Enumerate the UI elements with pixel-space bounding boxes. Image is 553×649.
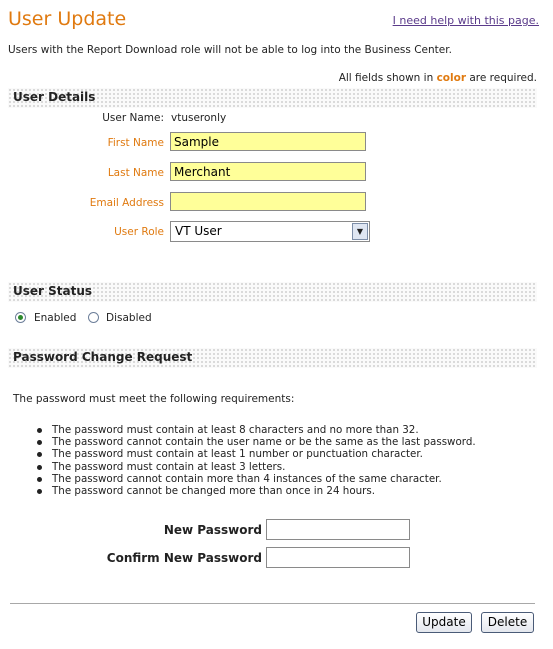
user-status-header xyxy=(8,282,537,302)
requirements-intro: The password must meet the following requirements: xyxy=(13,393,295,405)
radio-enabled-icon[interactable] xyxy=(15,312,26,323)
requirements-list xyxy=(36,424,476,497)
list-item: The password must contain at least 8 characters and no more than 32. xyxy=(36,424,476,436)
password-heading: Password Change Request xyxy=(13,350,193,364)
new-password-label: New Password xyxy=(163,523,262,537)
enabled-label[interactable]: Enabled xyxy=(34,312,77,324)
first-name-label: First Name xyxy=(107,137,164,149)
required-note xyxy=(339,72,537,84)
confirm-password-field[interactable] xyxy=(266,547,410,568)
chevron-down-icon[interactable]: ▼ xyxy=(352,223,368,240)
list-item: The password cannot contain more than 4 instances of the same character. xyxy=(36,473,476,485)
last-name-label: Last Name xyxy=(107,167,164,179)
email-label: Email Address xyxy=(89,197,164,209)
email-field[interactable] xyxy=(170,192,366,211)
list-item: The password cannot contain the user name or be the same as the last password. xyxy=(36,436,476,448)
first-name-field[interactable] xyxy=(170,132,366,151)
last-name-field[interactable] xyxy=(170,162,366,181)
required-note-prefix: All fields shown in xyxy=(338,72,437,84)
help-link[interactable]: I need help with this page. xyxy=(392,14,539,27)
list-item: The password cannot be changed more than once in 24 hours. xyxy=(36,485,476,497)
username-label: User Name: xyxy=(102,112,164,124)
disabled-label[interactable]: Disabled xyxy=(106,312,152,324)
delete-button[interactable]: Delete xyxy=(481,612,534,633)
intro-text: Users with the Report Download role will not be able to log into the Business Center. xyxy=(8,44,452,56)
radio-selected-dot xyxy=(18,315,23,320)
list-item: The password must contain at least 3 letters. xyxy=(36,461,476,473)
page-title: User Update xyxy=(8,8,127,30)
new-password-field[interactable] xyxy=(266,519,410,540)
user-role-select[interactable] xyxy=(170,221,370,242)
user-role-value: VT User xyxy=(175,224,222,238)
password-header xyxy=(8,348,537,368)
user-details-header xyxy=(8,88,537,108)
user-details-heading: User Details xyxy=(13,90,96,104)
radio-disabled-icon[interactable] xyxy=(88,312,99,323)
required-note-suffix: are required. xyxy=(466,72,537,84)
username-value: vtuseronly xyxy=(171,112,227,124)
update-button[interactable]: Update xyxy=(416,612,472,633)
list-item: The password must contain at least 1 number or punctuation character. xyxy=(36,448,476,460)
divider xyxy=(10,603,535,604)
confirm-password-label: Confirm New Password xyxy=(106,551,262,565)
required-note-accent: color xyxy=(436,72,466,84)
user-status-heading: User Status xyxy=(13,284,93,298)
user-role-label: User Role xyxy=(114,226,164,238)
